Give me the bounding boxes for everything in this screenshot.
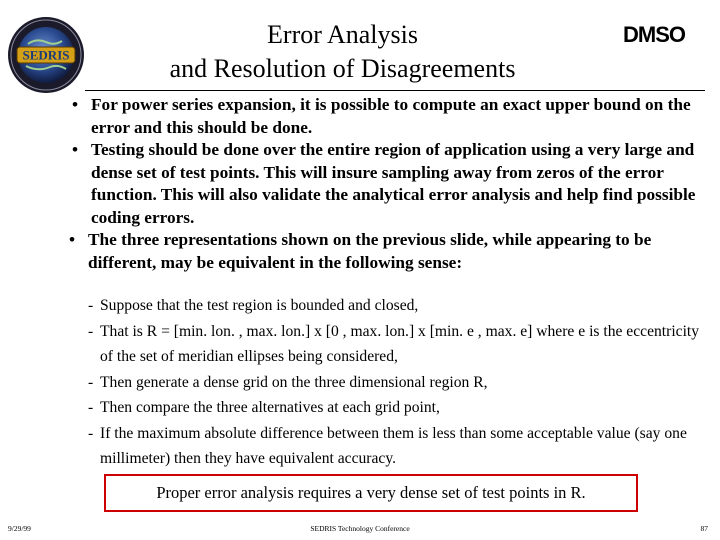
title-line-1: Error Analysis [267,20,418,49]
bullet-text: The three representations shown on the previous slide, while appearing to be different, may be equivalent in the following sense: [88,230,652,272]
sedris-logo-text: SEDRIS [22,47,70,63]
sub-text: Suppose that the test region is bounded and closed, [100,297,419,314]
title-divider [85,90,705,91]
footer-page-number: 87 [700,524,708,533]
bullet-marker: • [69,230,76,249]
footer-conference: SEDRIS Technology Conference [310,524,410,533]
footer-date: 9/29/99 [8,524,31,533]
sub-text: If the maximum absolute difference between them is less than some acceptable value (say one millimeter) then they have equivalent accuracy. [100,424,687,467]
sedris-logo [6,14,86,96]
callout-box [104,474,638,512]
bullet-item [72,139,702,229]
sub-list [88,293,708,472]
sub-item [88,293,708,319]
slide-title [110,18,575,86]
bullet-text: Testing should be done over the entire region of application using a very large and dense set of test points. This will insure sampling away from zeros of the error function. This will also validate the analytical error analysis and help find possible coding errors. [91,140,696,227]
sub-item [88,421,708,472]
sub-marker: - [88,373,94,391]
bullet-list [69,94,702,274]
sub-marker: - [88,297,94,314]
callout-text: Proper error analysis requires a very dense set of test points in R. [156,483,586,502]
bullet-text: For power series expansion, it is possible to compute an exact upper bound on the error and this should be done. [91,95,691,137]
sub-text: Then generate a dense grid on the three dimensional region R, [100,373,488,391]
sub-marker: - [88,322,94,340]
sub-text: Then compare the three alternatives at each grid point, [100,399,440,416]
bullet-marker: • [72,140,79,159]
sub-marker: - [88,399,94,416]
dmso-logo [606,22,702,46]
sub-text: That is R = [min. lon. , max. lon.] x [0 , max. lon.] x [min. e , max. e] where e is the eccentricity of the set of meridian ellipses being considered, [100,322,700,365]
title-line-2: and Resolution of Disagreements [169,54,516,83]
bullet-item [69,229,702,274]
sub-item [88,370,708,396]
dmso-logo-text: DMSO [623,22,685,46]
sub-item [88,319,708,370]
sub-item [88,395,708,421]
bullet-marker: • [72,95,79,114]
sub-marker: - [88,424,94,442]
bullet-item [72,94,702,139]
